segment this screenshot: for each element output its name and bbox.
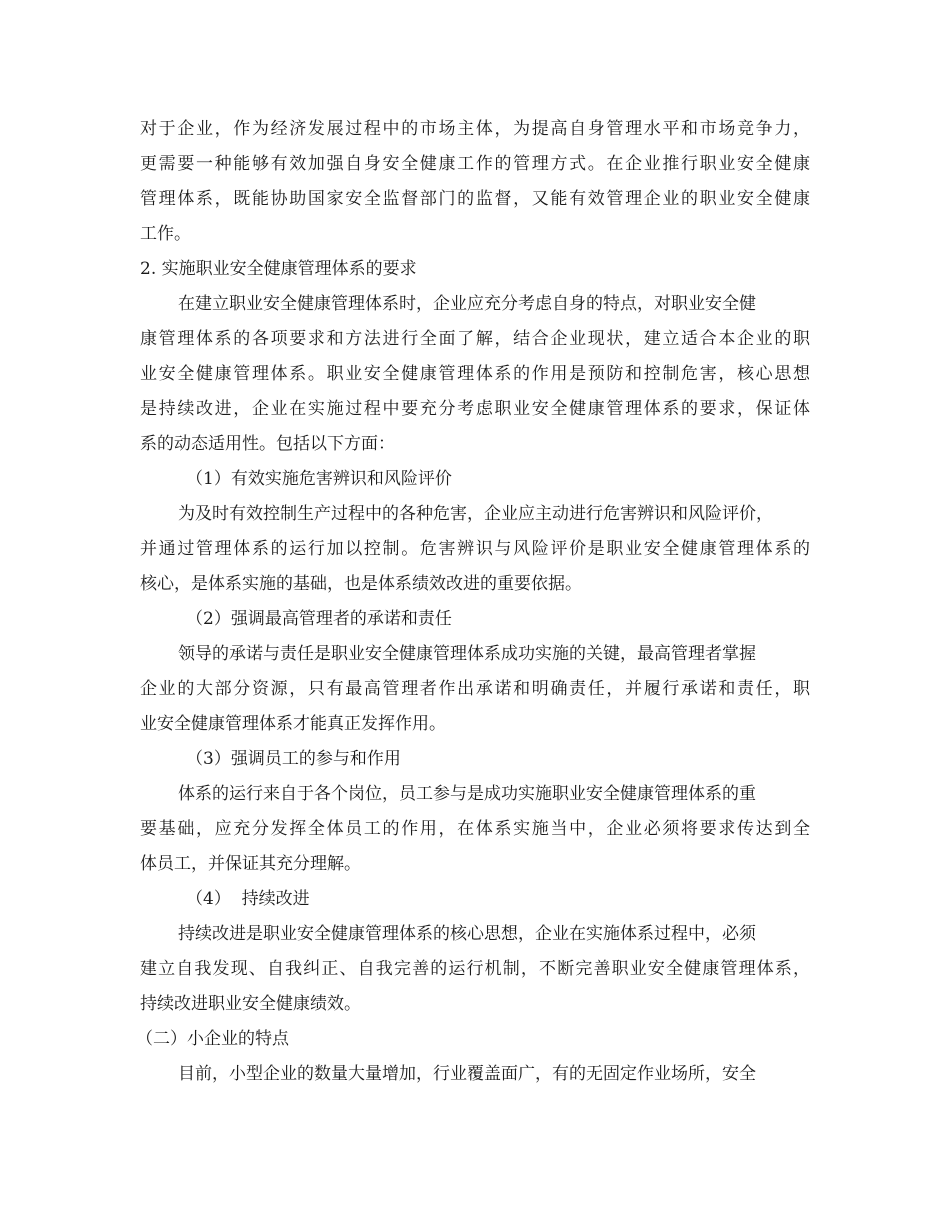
- paragraph-line: 体系的运行来自于各个岗位，员工参与是成功实施职业安全健康管理体系的重: [178, 784, 756, 804]
- paragraph-line: 为及时有效控制生产过程中的各种危害，企业应主动进行危害辨识和风险评价，: [178, 504, 773, 524]
- paragraph-line: 企业的大部分资源，只有最高管理者作出承诺和明确责任，并履行承诺和责任，职: [140, 679, 810, 699]
- paragraph-line: 领导的承诺与责任是职业安全健康管理体系成功实施的关键，最高管理者掌握: [178, 644, 756, 664]
- paragraph-line: 体员工，并保证其充分理解。: [140, 854, 361, 874]
- subsection-heading: （1）有效实施危害辨识和风险评价: [186, 469, 452, 489]
- subsection-heading: （2）强调最高管理者的承诺和责任: [186, 609, 452, 629]
- paragraph-line: 业安全健康管理体系。职业安全健康管理体系的作用是预防和控制危害，核心思想: [140, 364, 810, 384]
- subsection-heading: （3）强调员工的参与和作用: [186, 749, 401, 769]
- subsection-heading: （4） 持续改进: [186, 889, 310, 909]
- paragraph-line: 管理体系，既能协助国家安全监督部门的监督，又能有效管理企业的职业安全健康: [140, 189, 810, 209]
- paragraph-line: 工作。: [140, 224, 191, 244]
- paragraph-line: 在建立职业安全健康管理体系时，企业应充分考虑自身的特点，对职业安全健: [178, 294, 756, 314]
- paragraph-line: 持续改进是职业安全健康管理体系的核心思想，企业在实施体系过程中，必须: [178, 924, 756, 944]
- paragraph-line: 对于企业，作为经济发展过程中的市场主体，为提高自身管理水平和市场竞争力，: [140, 119, 810, 139]
- paragraph-line: 并通过管理体系的运行加以控制。危害辨识与风险评价是职业安全健康管理体系的: [140, 539, 810, 559]
- paragraph-line: 系的动态适用性。包括以下方面：: [140, 434, 395, 454]
- paragraph-line: 是持续改进，企业在实施过程中要充分考虑职业安全健康管理体系的要求，保证体: [140, 399, 810, 419]
- paragraph-line: 持续改进职业安全健康绩效。: [140, 994, 361, 1014]
- section-heading: 2. 实施职业安全健康管理体系的要求: [140, 259, 417, 279]
- paragraph-line: 更需要一种能够有效加强自身安全健康工作的管理方式。在企业推行职业安全健康: [140, 154, 810, 174]
- paragraph-line: 要基础，应充分发挥全体员工的作用，在体系实施当中，企业必须将要求传达到全: [140, 819, 810, 839]
- paragraph-line: 业安全健康管理体系才能真正发挥作用。: [140, 714, 446, 734]
- paragraph-line: 康管理体系的各项要求和方法进行全面了解，结合企业现状，建立适合本企业的职: [140, 329, 810, 349]
- paragraph-line: 目前，小型企业的数量大量增加，行业覆盖面广，有的无固定作业场所，安全: [178, 1064, 756, 1084]
- section-heading: （二）小企业的特点: [136, 1029, 289, 1049]
- paragraph-line: 建立自我发现、自我纠正、自我完善的运行机制，不断完善职业安全健康管理体系，: [140, 959, 810, 979]
- paragraph-line: 核心，是体系实施的基础，也是体系绩效改进的重要依据。: [140, 574, 582, 594]
